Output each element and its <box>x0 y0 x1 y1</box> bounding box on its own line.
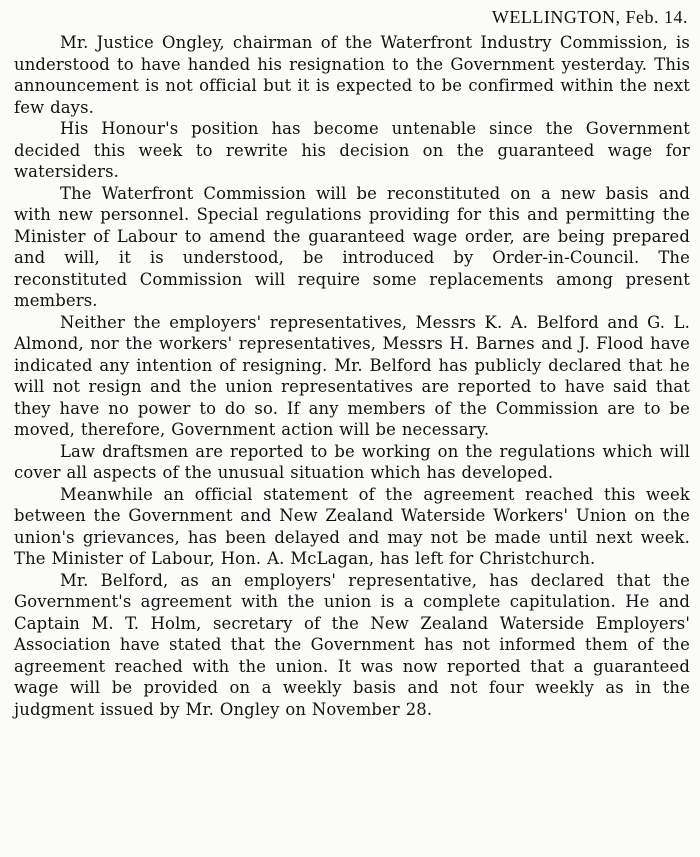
paragraph-commission-reconstituted: The Waterfront Commission will be reconstituted on a new basis and with new personnel. Special regulations providing for this and permitting the Minister of Labour to amend the guaranteed wage order, are being prepared and will, it is understood, be introduced by Order-in-Council. The reconstituted Commission will require some replacements among present members. <box>14 183 690 310</box>
paragraph-belford-declaration: Mr. Belford, as an employers' representative, has declared that the Government's agreement with the union is a complete capitulation. He and Captain M. T. Holm, secretary of the New Zealand Waterside Employers' Association have stated that the Government has not informed them of the agreement reached with the union. It was now reported that a guaranteed wage will be provided on a weekly basis and not four weekly as in the judgment issued by Mr. Ongley on November 28. <box>14 570 690 719</box>
paragraph-resignation: Mr. Justice Ongley, chairman of the Waterfront Industry Commission, is understood to have handed his resignation to the Government yesterday. This announcement is not official but it is expected to be confirmed within the next few days. <box>14 33 690 117</box>
paragraph-honour-position: His Honour's position has become untenable since the Government decided this week to rewrite his decision on the guaranteed wage for watersiders. <box>14 119 690 181</box>
paragraph-law-draftsmen: Law draftsmen are reported to be working on the regulations which will cover all aspects of the unusual situation which has developed. <box>14 441 690 482</box>
paragraph-official-statement: Meanwhile an official statement of the agreement reached this week between the Government and New Zealand Waterside Workers' Union on the union's grievances, has been delayed and may not be made until next week. The Minister of Labour, Hon. A. McLagan, has left for Christchurch. <box>14 484 690 568</box>
dateline: WELLINGTON, Feb. 14. <box>491 7 688 27</box>
paragraph-representatives: Neither the employers' representatives, Messrs K. A. Belford and G. L. Almond, nor the workers' representatives, Messrs H. Barnes and J. Flood have indicated any intention of resigning. Mr. Belford has publicly declared that he will not resign and the union representatives are reported to have said that they have no power to do so. If any members of the Commission are to be moved, therefore, Government action will be necessary. <box>14 312 690 439</box>
